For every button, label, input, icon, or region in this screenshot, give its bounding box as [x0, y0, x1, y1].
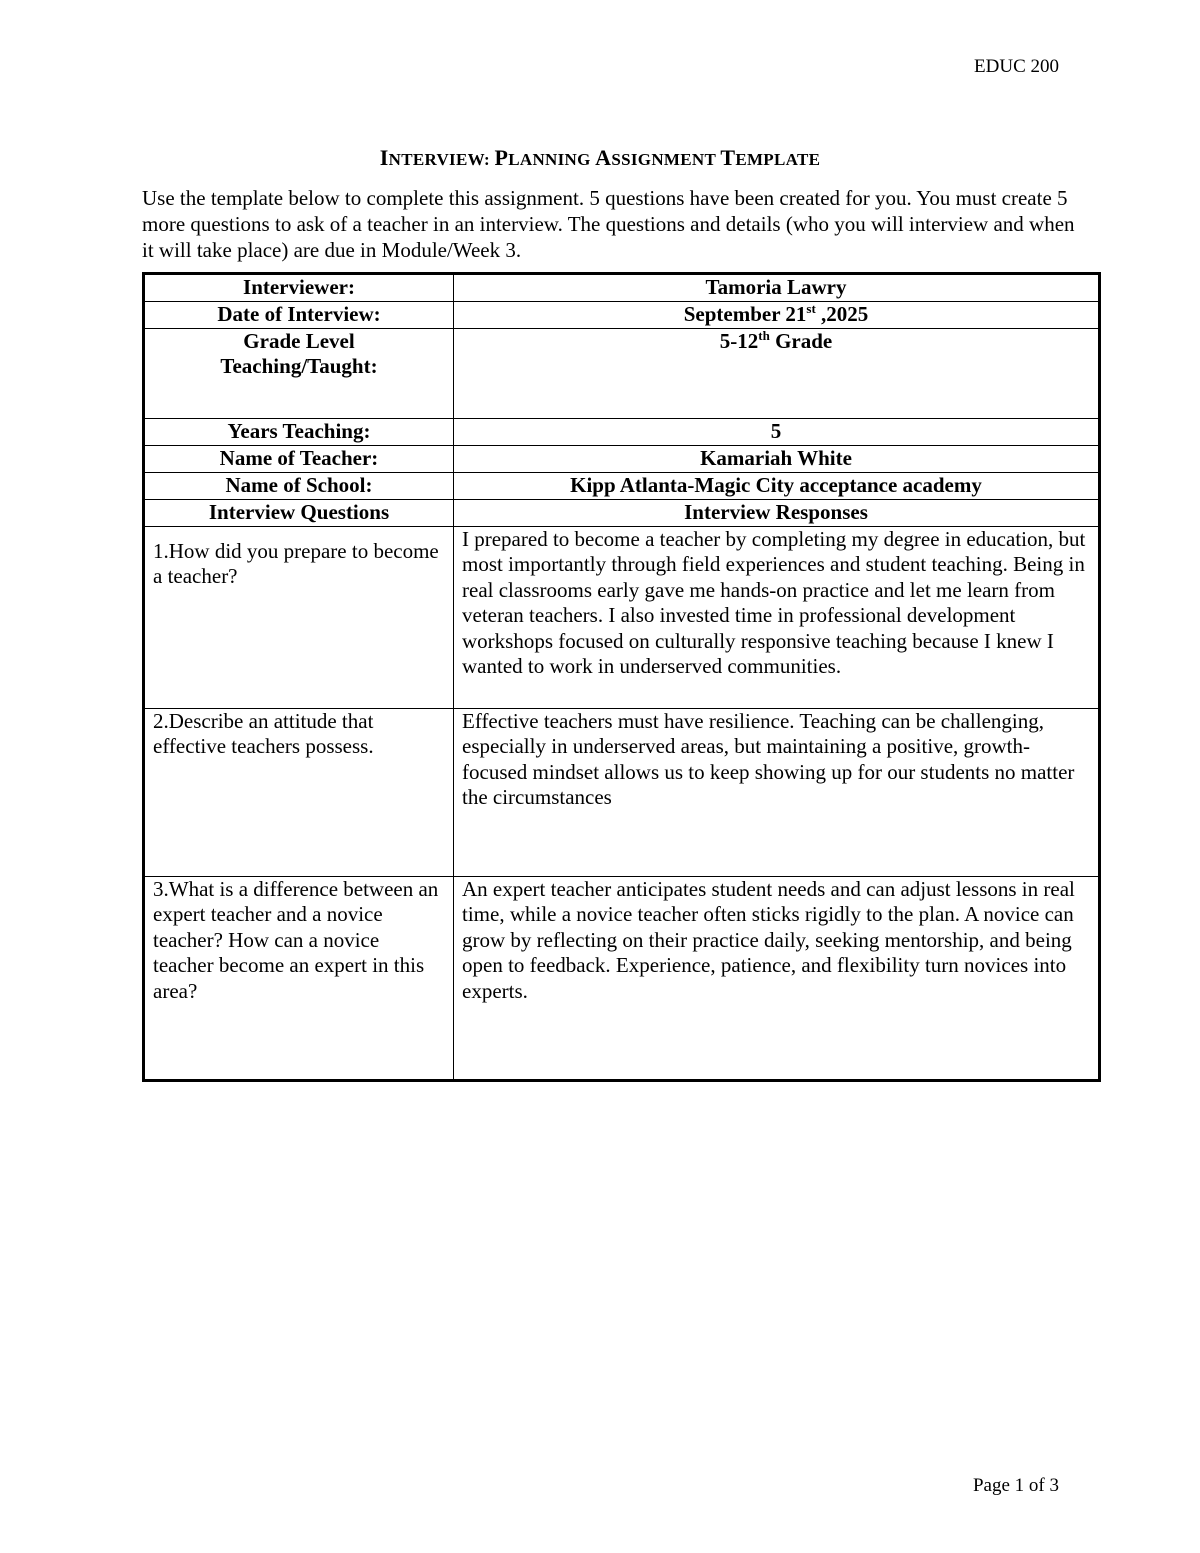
grade-label-line2: Teaching/Taught: — [220, 354, 378, 378]
table-row — [144, 526, 1100, 708]
course-code: EDUC 200 — [974, 56, 1059, 77]
grade-main: 5-12 — [719, 328, 759, 353]
title-word: EMPLATE — [735, 150, 821, 169]
title-letter: I — [379, 145, 389, 170]
teacher-label: Name of Teacher: — [144, 445, 454, 472]
question-cell — [144, 526, 454, 708]
title-letter: T — [720, 145, 736, 170]
question-text: 3.What is a difference between an expert teacher and a novice teacher? How can a novice teacher become an expert in this area? — [153, 876, 439, 1003]
response-cell — [454, 708, 1100, 876]
years-value: 5 — [454, 418, 1100, 445]
response-text: An expert teacher anticipates student needs and can adjust lessons in real time, while a novice teacher often sticks rigidly to the plan. A novice can grow by reflecting on their practice daily, seeking mentorship, and being open to feedback. Experience, patience, and flexibility turn novices into experts. — [462, 876, 1075, 1003]
grade-label-line1: Grade Level — [243, 328, 355, 353]
response-text: Effective teachers must have resilience. Teaching can be challenging, especially in underserved areas, but maintaining a positive, growth-focused mindset allows us to keep showing up for our students no matter the circumstances — [462, 708, 1075, 809]
question-text: 2.Describe an attitude that effective teachers possess. — [153, 708, 374, 758]
title-word: SSIGNMENT — [611, 150, 721, 169]
interview-table — [142, 272, 1101, 1082]
title-letter: A — [595, 145, 612, 170]
grade-end: Grade — [769, 328, 833, 353]
date-label: Date of Interview: — [144, 301, 454, 328]
grade-suffix: th — [758, 327, 770, 343]
grade-label — [144, 328, 454, 418]
intro-paragraph: Use the template below to complete this assignment. 5 questions have been created for you. You must create 5 more questions to ask of a teacher in an interview. The questions and details (who you will interview and when it will take place) are due in Module/Week 3. — [142, 186, 1075, 262]
page-title — [0, 145, 1200, 171]
interviewer-value: Tamoria Lawry — [454, 274, 1100, 302]
school-value: Kipp Atlanta-Magic City acceptance academy — [454, 472, 1100, 499]
title-letter: P — [494, 145, 509, 170]
interviewer-label: Interviewer: — [144, 274, 454, 302]
years-label: Years Teaching: — [144, 418, 454, 445]
question-text: 1.How did you prepare to become a teacher? — [153, 538, 439, 588]
response-cell — [454, 876, 1100, 1080]
response-text: I prepared to become a teacher by completing my degree in education, but most importantly through field experiences and student teaching. Being in real classrooms early gave me hands-on practice and let me learn from veteran teachers. I also invested time in professional development workshops focused on culturally responsive teaching because I knew I wanted to work in underserved communities. — [462, 526, 1086, 678]
date-year: ,2025 — [815, 301, 869, 326]
responses-column-header: Interview Responses — [454, 499, 1100, 526]
table-row — [144, 445, 1100, 472]
page-number: Page 1 of 3 — [972, 1475, 1059, 1496]
title-word: LANNING — [508, 150, 596, 169]
table-row — [144, 328, 1100, 418]
date-suffix: st — [806, 300, 816, 316]
table-row — [144, 418, 1100, 445]
question-cell — [144, 876, 454, 1080]
school-label: Name of School: — [144, 472, 454, 499]
questions-column-header: Interview Questions — [144, 499, 454, 526]
table-row — [144, 472, 1100, 499]
table-row — [144, 708, 1100, 876]
table-row — [144, 301, 1100, 328]
title-word: NTERVIEW: — [388, 150, 495, 169]
table-row — [144, 499, 1100, 526]
date-value — [454, 301, 1100, 328]
response-cell — [454, 526, 1100, 708]
table-row — [144, 274, 1100, 302]
table-row — [144, 876, 1100, 1080]
grade-value — [454, 328, 1100, 418]
question-cell — [144, 708, 454, 876]
date-main: September 21 — [683, 301, 807, 326]
teacher-value: Kamariah White — [454, 445, 1100, 472]
